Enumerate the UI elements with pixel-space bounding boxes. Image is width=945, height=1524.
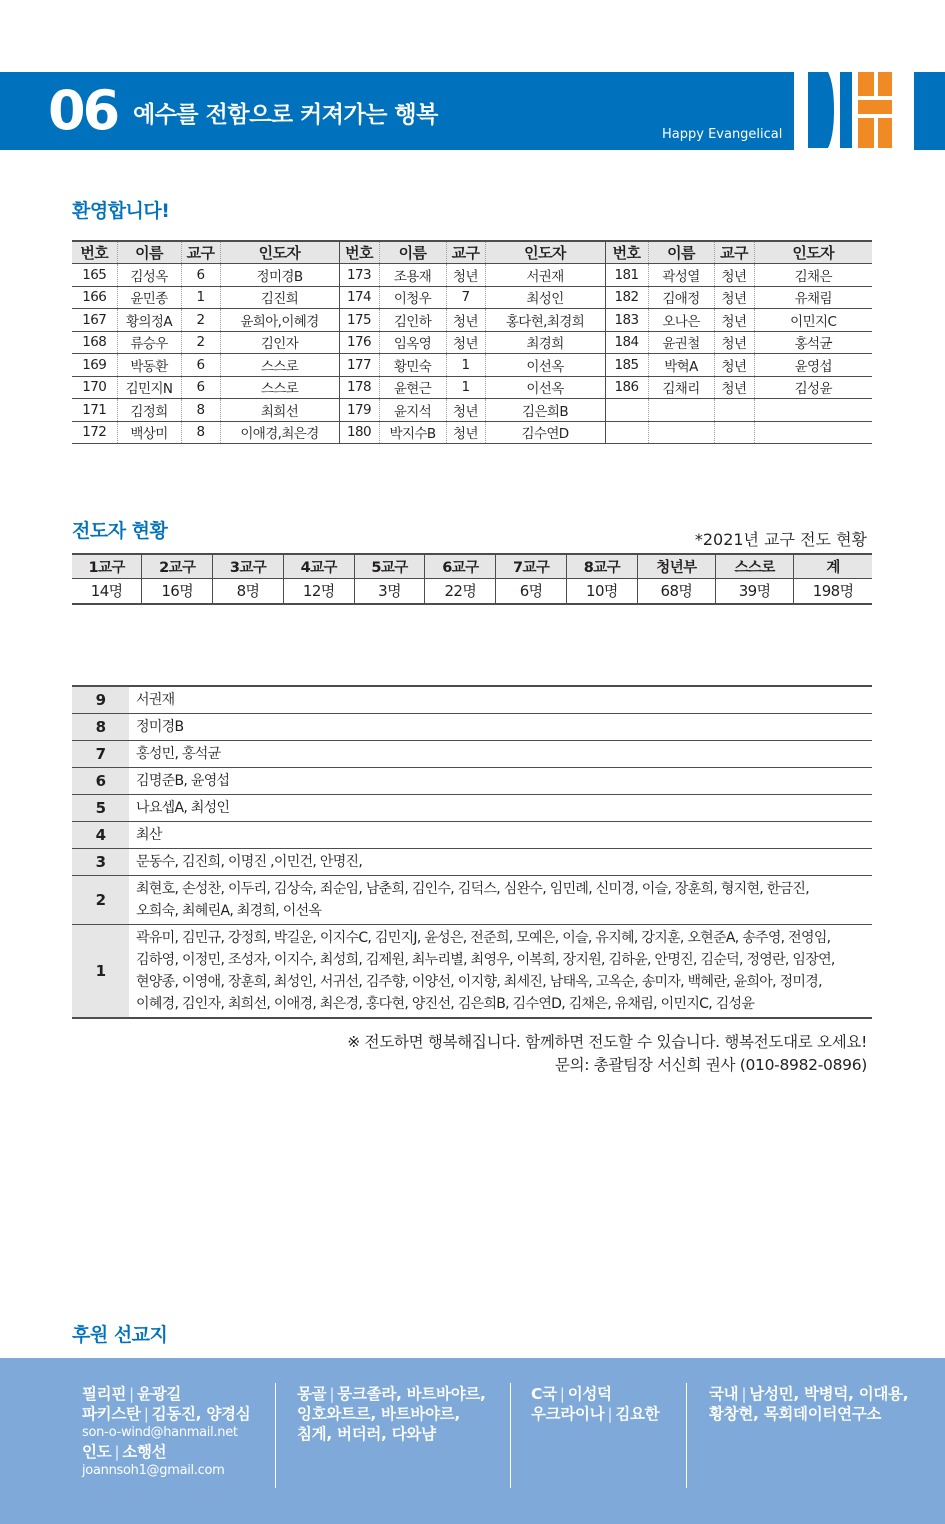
newcomer-row <box>72 286 872 309</box>
newcomer-district: 1 <box>446 354 485 377</box>
stats-header: 5교구 <box>354 554 425 578</box>
newcomer-number: 168 <box>72 331 117 354</box>
newcomer-number: 179 <box>339 399 379 422</box>
stats-header-row <box>72 554 872 578</box>
newcomer-leader: 최희선 <box>220 399 339 422</box>
col-header-district: 교구 <box>446 241 485 264</box>
newcomer-leader: 최경희 <box>485 331 605 354</box>
newcomer-name: 오나은 <box>648 309 714 332</box>
stats-header: 8교구 <box>567 554 638 578</box>
mission-email: joannsoh1@gmail.com <box>82 1463 225 1478</box>
newcomer-number: 178 <box>339 376 379 399</box>
newcomer-leader: 스스로 <box>220 354 339 377</box>
newcomer-leader: 김채은 <box>754 264 872 287</box>
stats-value: 14명 <box>72 578 142 604</box>
newcomer-district: 청년 <box>446 309 485 332</box>
mission-missionary: 김동진, 양경심 <box>151 1405 251 1423</box>
newcomer-number: 177 <box>339 354 379 377</box>
names-line: 최현호, 손성찬, 이두리, 김상숙, 죄순임, 남춘희, 김인수, 김덕스, 심완수, 임민례, 신미경, 이슬, 장훈희, 형지현, 한금진, <box>136 881 810 897</box>
names-line: 홍성민, 홍석균 <box>136 746 221 762</box>
mission-missionary: 남성민, 박병덕, 이대용, <box>749 1385 909 1403</box>
stats-value: 12명 <box>283 578 354 604</box>
newcomer-name: 윤민종 <box>117 286 181 309</box>
newcomer-number: 174 <box>339 286 379 309</box>
tagline: Happy Evangelical <box>662 127 783 142</box>
evangelists-title: 전도자 현황 <box>72 520 168 542</box>
newcomers-header-row <box>72 241 872 264</box>
mission-missionary: 뭉크졸라, 바트바야르, <box>337 1385 486 1403</box>
newcomer-district: 1 <box>446 376 485 399</box>
missions-col-2: 몽골 | 뭉크졸라, 바트바야르, 잉호와트르, 바트바야르, 침게, 버더러, 다와냠 <box>297 1384 507 1488</box>
mission-missionary: 이성덕 <box>567 1385 612 1403</box>
newcomer-leader: 윤희아,이혜경 <box>220 309 339 332</box>
col-header-district: 교구 <box>181 241 220 264</box>
newcomer-number: 175 <box>339 309 379 332</box>
names-line: 오희숙, 최혜린A, 최경희, 이선옥 <box>136 903 322 919</box>
stats-value: 68명 <box>637 578 715 604</box>
church-logo-icon <box>794 60 914 160</box>
newcomer-leader: 김은희B <box>485 399 605 422</box>
newcomer-district: 청년 <box>714 264 754 287</box>
newcomer-number: 184 <box>605 331 648 354</box>
count-row <box>72 714 872 741</box>
evangelist-names <box>129 849 872 876</box>
newcomer-district: 7 <box>446 286 485 309</box>
newcomer-number: 181 <box>605 264 648 287</box>
stats-value: 10명 <box>567 578 638 604</box>
names-line: 정미경B <box>136 719 184 735</box>
newcomer-row <box>72 309 872 332</box>
newcomer-name: 박지수B <box>379 421 446 444</box>
newcomer-number: 167 <box>72 309 117 332</box>
stats-value: 3명 <box>354 578 425 604</box>
mission-missionary: 황창현, 목회데이터연구소 <box>709 1405 882 1423</box>
newcomer-district: 2 <box>181 309 220 332</box>
stats-value: 8명 <box>213 578 284 604</box>
newcomer-number: 170 <box>72 376 117 399</box>
newcomer-district: 청년 <box>714 376 754 399</box>
stats-header: 4교구 <box>283 554 354 578</box>
newcomer-name: 윤현근 <box>379 376 446 399</box>
newcomer-district: 8 <box>181 421 220 444</box>
newcomer-name: 임옥영 <box>379 331 446 354</box>
newcomer-district: 청년 <box>714 309 754 332</box>
mission-missionary: 윤광길 <box>136 1385 181 1403</box>
newcomer-number: 173 <box>339 264 379 287</box>
newcomer-name: 김인하 <box>379 309 446 332</box>
newcomer-name: 김성옥 <box>117 264 181 287</box>
count-row <box>72 822 872 849</box>
stats-value: 39명 <box>716 578 794 604</box>
newcomer-number: 185 <box>605 354 648 377</box>
evangelist-names <box>129 925 872 1019</box>
col-header-leader: 인도자 <box>220 241 339 264</box>
newcomer-district: 청년 <box>446 264 485 287</box>
newcomer-district: 청년 <box>446 399 485 422</box>
mission-missionary: 잉호와트르, 바트바야르, <box>297 1405 461 1423</box>
missions-divider <box>686 1383 687 1488</box>
newcomer-leader: 홍다현,최경희 <box>485 309 605 332</box>
newcomer-district: 8 <box>181 399 220 422</box>
newcomer-name: 조용재 <box>379 264 446 287</box>
mission-country: 인도 <box>82 1443 112 1461</box>
newcomer-leader: 이선옥 <box>485 376 605 399</box>
stats-header: 2교구 <box>142 554 213 578</box>
newcomer-leader: 유채림 <box>754 286 872 309</box>
newcomer-name: 김애정 <box>648 286 714 309</box>
newcomer-number: 180 <box>339 421 379 444</box>
missions-divider <box>275 1383 276 1488</box>
newcomer-leader: 최성인 <box>485 286 605 309</box>
newcomer-row <box>72 331 872 354</box>
names-line: 이혜경, 김인자, 최희선, 이애경, 최은경, 홍다현, 양진선, 김은희B, 김수연D, 김채은, 유채림, 이민지C, 김성윤 <box>136 996 755 1012</box>
newcomer-district: 6 <box>181 354 220 377</box>
evangelist-names <box>129 714 872 741</box>
newcomer-leader: 김진희 <box>220 286 339 309</box>
newcomer-row <box>72 399 872 422</box>
count-row <box>72 686 872 714</box>
mission-country: 파키스탄 <box>82 1405 141 1423</box>
evangelist-names <box>129 768 872 795</box>
stats-header: 청년부 <box>637 554 715 578</box>
evangelist-names <box>129 876 872 925</box>
col-header-leader: 인도자 <box>485 241 605 264</box>
stats-header: 3교구 <box>213 554 284 578</box>
col-header-district: 교구 <box>714 241 754 264</box>
newcomer-number: 166 <box>72 286 117 309</box>
newcomer-district: 6 <box>181 376 220 399</box>
stats-value: 198명 <box>794 578 872 604</box>
names-line: 문동수, 김진희, 이명진 ,이민건, 안명진, <box>136 854 363 870</box>
page-title: 예수를 전함으로 커져가는 행복 <box>133 102 438 128</box>
col-header-leader: 인도자 <box>754 241 872 264</box>
newcomer-name: 김정희 <box>117 399 181 422</box>
evangelism-count: 9 <box>72 686 129 714</box>
newcomer-district: 1 <box>181 286 220 309</box>
evangelists-stats-table <box>72 553 872 605</box>
col-header-name: 이름 <box>117 241 181 264</box>
evangelist-names <box>129 686 872 714</box>
mission-country: C국 <box>531 1385 557 1403</box>
mission-missionary: 김요한 <box>615 1405 660 1423</box>
newcomer-number: 172 <box>72 421 117 444</box>
col-header-number: 번호 <box>339 241 379 264</box>
newcomer-number: 169 <box>72 354 117 377</box>
newcomer-name: 백상미 <box>117 421 181 444</box>
evangelist-names <box>129 741 872 768</box>
stats-header: 1교구 <box>72 554 142 578</box>
newcomer-name: 윤지석 <box>379 399 446 422</box>
count-row <box>72 768 872 795</box>
newcomer-leader: 김성윤 <box>754 376 872 399</box>
evangelism-count: 8 <box>72 714 129 741</box>
stats-values-row <box>72 578 872 604</box>
page-number: 06 <box>48 79 118 142</box>
newcomer-leader: 이애경,최은경 <box>220 421 339 444</box>
mission-country: 필리핀 <box>82 1385 127 1403</box>
newcomer-row <box>72 354 872 377</box>
newcomer-district: 청년 <box>714 354 754 377</box>
newcomer-district: 청년 <box>446 331 485 354</box>
newcomer-row <box>72 264 872 287</box>
newcomer-leader: 정미경B <box>220 264 339 287</box>
evangelism-count: 2 <box>72 876 129 925</box>
newcomer-district: 청년 <box>714 331 754 354</box>
stats-value: 16명 <box>142 578 213 604</box>
stats-header: 계 <box>794 554 872 578</box>
newcomer-number <box>605 399 648 422</box>
newcomer-district: 청년 <box>714 286 754 309</box>
stats-header: 7교구 <box>496 554 567 578</box>
newcomer-name: 곽성열 <box>648 264 714 287</box>
mission-country: 우크라이나 <box>531 1405 605 1423</box>
evangelism-count-table <box>72 685 872 1019</box>
newcomer-number: 176 <box>339 331 379 354</box>
missions-col-1: 필리핀 | 윤광길 파키스탄 | 김동진, 양경심 son-o-wind@hanmail.net 인도 | 소행선 joannsoh1@gmail.com <box>82 1384 272 1488</box>
evangelists-note: *2021년 교구 전도 현황 <box>694 530 867 549</box>
newcomer-leader: 홍석균 <box>754 331 872 354</box>
stats-value: 22명 <box>425 578 496 604</box>
newcomer-name: 윤권철 <box>648 331 714 354</box>
welcome-title: 환영합니다! <box>72 200 170 222</box>
mission-email: son-o-wind@hanmail.net <box>82 1425 238 1440</box>
newcomer-name <box>648 399 714 422</box>
newcomer-leader: 윤영섭 <box>754 354 872 377</box>
missions-col-3: C국 | 이성덕 우크라이나 | 김요한 <box>531 1385 660 1423</box>
newcomer-name: 류승우 <box>117 331 181 354</box>
newcomer-number: 165 <box>72 264 117 287</box>
stats-value: 6명 <box>496 578 567 604</box>
mission-country: 국내 <box>709 1385 739 1403</box>
newcomer-district <box>714 399 754 422</box>
newcomer-leader: 김수연D <box>485 421 605 444</box>
footnote <box>347 1031 867 1077</box>
col-header-number: 번호 <box>605 241 648 264</box>
newcomers-table <box>72 240 872 444</box>
newcomer-name: 김채리 <box>648 376 714 399</box>
newcomer-district: 청년 <box>446 421 485 444</box>
names-line: 김명준B, 윤영섭 <box>136 773 230 789</box>
newcomer-district: 2 <box>181 331 220 354</box>
evangelist-names <box>129 795 872 822</box>
missions-col-4: 국내 | 남성민, 박병덕, 이대용, 황창현, 목회데이터연구소 <box>709 1384 919 1488</box>
missions-divider <box>510 1383 511 1488</box>
newcomer-number: 171 <box>72 399 117 422</box>
col-header-name: 이름 <box>379 241 446 264</box>
footnote-line-1: ※ 전도하면 행복해집니다. 함께하면 전도할 수 있습니다. 행복전도대로 오세요! <box>347 1033 867 1051</box>
evangelism-count: 7 <box>72 741 129 768</box>
count-row <box>72 849 872 876</box>
newcomer-district <box>714 421 754 444</box>
evangelism-count: 6 <box>72 768 129 795</box>
newcomer-leader <box>754 421 872 444</box>
newcomer-name: 황민숙 <box>379 354 446 377</box>
newcomer-leader: 스스로 <box>220 376 339 399</box>
footnote-contact: 문의: 총괄팀장 서신희 권사 (010-8982-0896) <box>554 1056 867 1074</box>
names-line: 김하영, 이정민, 조성자, 이지수, 최성희, 김제원, 최누리별, 최영우, 이복희, 장지원, 김하윤, 안명진, 김순덕, 정영란, 임장연, <box>136 952 835 968</box>
newcomer-name <box>648 421 714 444</box>
col-header-number: 번호 <box>72 241 117 264</box>
count-row <box>72 741 872 768</box>
newcomer-name: 이청우 <box>379 286 446 309</box>
newcomer-leader: 이선옥 <box>485 354 605 377</box>
mission-missionary: 침게, 버더러, 다와냠 <box>297 1425 436 1443</box>
count-row <box>72 795 872 822</box>
evangelism-count: 3 <box>72 849 129 876</box>
newcomer-name: 박혁A <box>648 354 714 377</box>
mission-country: 몽골 <box>297 1385 327 1403</box>
stats-header: 6교구 <box>425 554 496 578</box>
evangelist-names <box>129 822 872 849</box>
newcomer-leader <box>754 399 872 422</box>
evangelism-count: 5 <box>72 795 129 822</box>
stats-header: 스스로 <box>716 554 794 578</box>
col-header-name: 이름 <box>648 241 714 264</box>
newcomer-number <box>605 421 648 444</box>
newcomer-leader: 김인자 <box>220 331 339 354</box>
newcomer-row <box>72 376 872 399</box>
newcomer-row <box>72 421 872 444</box>
mission-missionary: 소행선 <box>122 1443 167 1461</box>
names-line: 나요셉A, 최성인 <box>136 800 230 816</box>
names-line: 서권재 <box>136 692 175 708</box>
newcomer-name: 박동환 <box>117 354 181 377</box>
newcomer-number: 186 <box>605 376 648 399</box>
evangelism-count: 4 <box>72 822 129 849</box>
newcomer-name: 김민지N <box>117 376 181 399</box>
names-line: 곽유미, 김민규, 강정희, 박길운, 이지수C, 김민지J, 윤성은, 전준희, 모예은, 이슬, 유지혜, 강지훈, 오현준A, 송주영, 전영임, <box>136 930 831 946</box>
newcomer-number: 183 <box>605 309 648 332</box>
names-line: 현양종, 이영애, 장훈희, 최성인, 서귀선, 김주향, 이양선, 이지향, 최세진, 남태옥, 고옥순, 송미자, 백혜란, 윤희아, 정미경, <box>136 974 822 990</box>
names-line: 최산 <box>136 827 162 843</box>
newcomer-name: 황의정A <box>117 309 181 332</box>
newcomer-district: 6 <box>181 264 220 287</box>
newcomer-leader: 서권재 <box>485 264 605 287</box>
count-row <box>72 876 872 925</box>
evangelism-count: 1 <box>72 925 129 1019</box>
newcomer-number: 182 <box>605 286 648 309</box>
missions-title: 후원 선교지 <box>72 1324 168 1346</box>
count-row <box>72 925 872 1019</box>
newcomer-leader: 이민지C <box>754 309 872 332</box>
